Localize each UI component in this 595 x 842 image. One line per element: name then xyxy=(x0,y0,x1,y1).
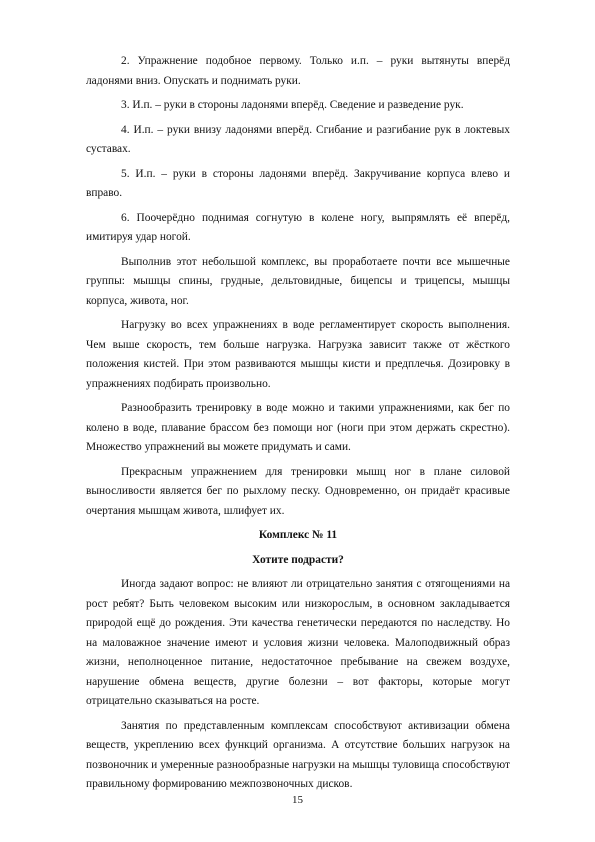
paragraph-exercise-5: 5. И.п. – руки в стороны ладонями вперёд. Закручивание корпуса влево и вправо. xyxy=(86,167,510,199)
page-body xyxy=(86,52,510,800)
section-heading: Комплекс № 11 xyxy=(258,529,338,541)
paragraph-variety: Разнообразить тренировку в воде можно и такими упражнениями, как бег по колено в воде, плавание брассом без помощи ног (ноги при этом держать скрестно). Множество упражнений вы можете придумать и сами. xyxy=(86,402,510,453)
paragraph-growth-question: Иногда задают вопрос: не влияют ли отрицательно занятия с отягощениями на рост ребят? Быть человеком высоким или низкорослым, в основном закладывается природой ещё до рождения. Эти качества генетически передаются по наследству. Но на маловажное значение имеют и условия жизни человека. Малоподвижный образ жизни, неполноценное питание, недостаточное пребывание на свежем воздухе, нарушение обмена веществ, другие болезни – вот факторы, которые могут отрицательно сказываться на росте. xyxy=(86,578,510,707)
page-number: 15 xyxy=(292,794,303,806)
paragraph-metabolism: Занятия по представленным комплексам способствуют активизации обмена веществ, укреплению всех функций организма. А отсутствие больших нагрузок на позвоночник и умеренные разнообразные нагрузки на мышцы туловища способствуют правильному формированию межпозвоночных дисков. xyxy=(86,719,510,790)
paragraph-load-speed: Нагрузку во всех упражнениях в воде регламентирует скорость выполнения. Чем выше скорость, тем больше нагрузка. Нагрузка зависит также от жёсткого положения кистей. При этом развиваются мышцы кисти и предплечья. Дозировку в упражнениях подбирать произвольно. xyxy=(86,319,510,390)
section-subheading: Хотите подрасти? xyxy=(252,553,344,566)
paragraph-exercise-4: 4. И.п. – руки внизу ладонями вперёд. Сгибание и разгибание рук в локтевых суставах. xyxy=(86,123,510,155)
paragraph-exercise-3: 3. И.п. – руки в стороны ладонями вперёд. Сведение и разведение рук. xyxy=(121,99,464,111)
paragraph-exercise-2: 2. Упражнение подобное первому. Только и.п. – руки вытянуты вперёд ладонями вниз. Опускать и поднимать руки. xyxy=(86,55,510,87)
paragraph-muscle-groups: Выполнив этот небольшой комплекс, вы проработаете почти все мышечные группы: мышцы спины, грудные, дельтовидные, бицепсы и трицепсы, мышцы корпуса, живота, ног. xyxy=(86,255,510,307)
paragraph-exercise-6: 6. Поочерёдно поднимая согнутую в колене ногу, выпрямлять её вперёд, имитируя удар ногой. xyxy=(86,211,510,243)
paragraph-sand-running: Прекрасным упражнением для тренировки мышц ног в плане силовой выносливости является бег по рыхлому песку. Одновременно, он придаёт красивые очертания мышцам живота, шлифует их. xyxy=(86,465,510,517)
